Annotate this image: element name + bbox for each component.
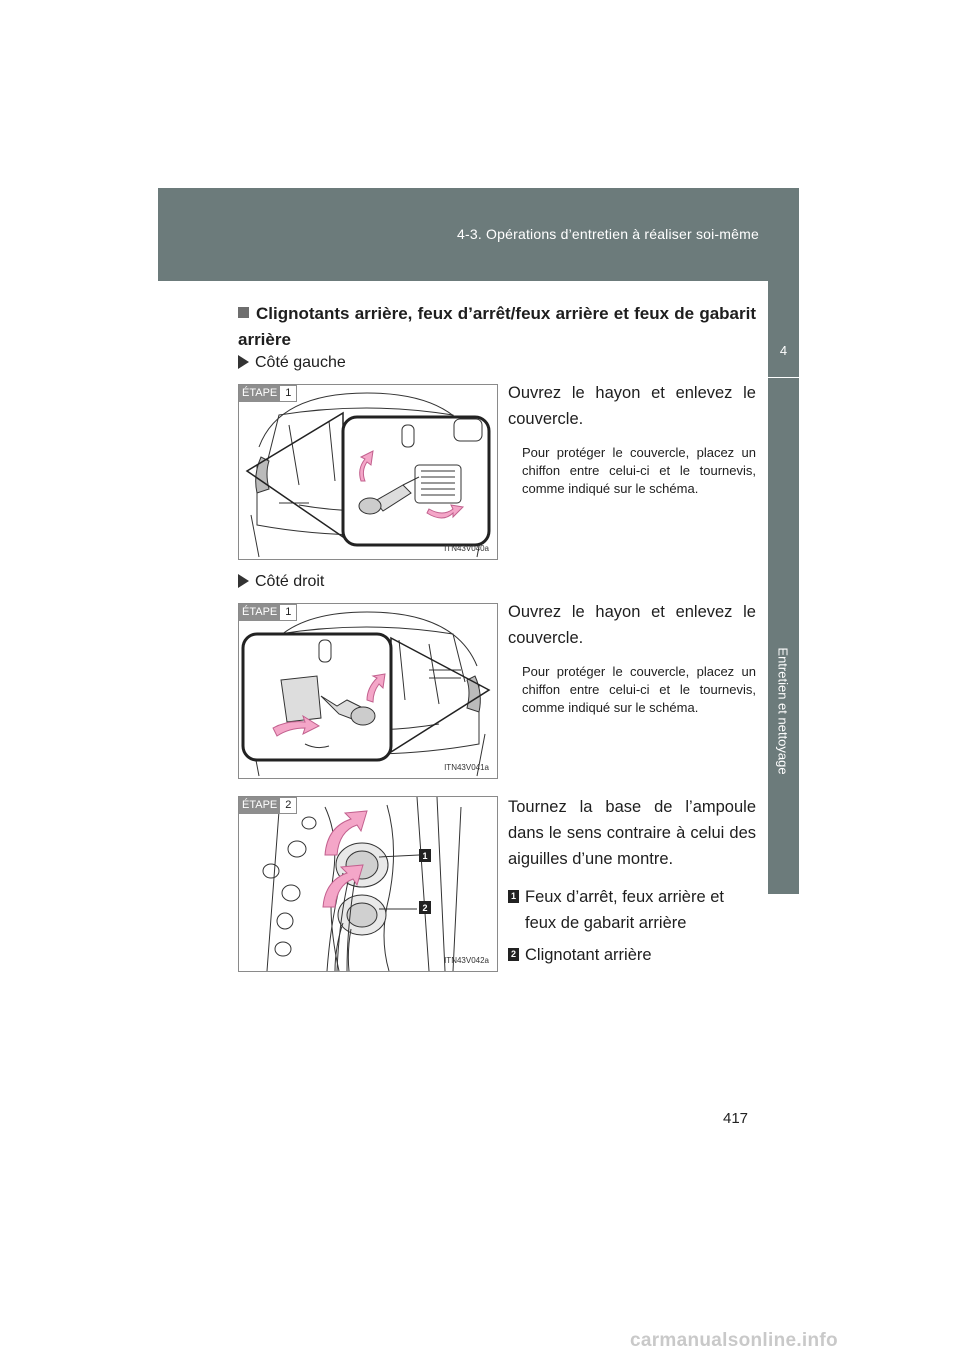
figure-code: ITN43V040a xyxy=(444,544,489,553)
step2-text xyxy=(508,794,756,968)
triangle-bullet-icon xyxy=(238,355,249,369)
step-label: ÉTAPE xyxy=(239,797,280,814)
step-number: 1 xyxy=(280,604,297,621)
section-heading xyxy=(238,301,756,353)
instruction-text: Ouvrez le hayon et enlevez le couvercle. xyxy=(508,603,756,647)
subheading-left-side xyxy=(238,353,346,373)
number-badge: 2 xyxy=(508,948,519,961)
list-item-label: Clignotant arrière xyxy=(525,946,652,964)
right-side-text xyxy=(508,599,756,717)
figure-code: ITN43V041a xyxy=(444,763,489,772)
step-badge xyxy=(239,797,297,814)
page-number: 417 xyxy=(723,1110,749,1127)
step-badge xyxy=(239,385,297,402)
chapter-label: Entretien et nettoyage xyxy=(775,647,791,775)
header-band xyxy=(158,188,799,281)
instruction-text: Ouvrez le hayon et enlevez le couvercle. xyxy=(508,384,756,428)
step-number: 1 xyxy=(280,385,297,402)
step-label: ÉTAPE xyxy=(239,604,280,621)
figure-bulb-sockets xyxy=(238,796,498,972)
note-text: Pour protéger le couvercle, placez un chiffon entre celui-ci et le tournevis, comme indiqué sur le schéma. xyxy=(522,445,756,496)
step-badge xyxy=(239,604,297,621)
right-trunk-illustration xyxy=(239,604,497,778)
subheading-right-text: Côté droit xyxy=(255,573,325,590)
chapter-number: 4 xyxy=(779,343,788,358)
left-side-text xyxy=(508,380,756,498)
figure-code: ITN43V042a xyxy=(444,956,489,965)
instruction-text: Tournez la base de l’ampoule dans le sens contraire à celui des aiguilles d’une montre. xyxy=(508,798,756,868)
list-item-label: Feux d’arrêt, feux arrière et feux de gabarit arrière xyxy=(525,888,724,932)
watermark: carmanualsonline.info xyxy=(630,1330,838,1351)
callout-2: 2 xyxy=(422,903,428,913)
subheading-right-side xyxy=(238,572,324,592)
callout-1: 1 xyxy=(422,851,428,861)
square-bullet-icon xyxy=(238,307,249,318)
triangle-bullet-icon xyxy=(238,574,249,588)
step-label: ÉTAPE xyxy=(239,385,280,402)
list-item xyxy=(508,884,756,936)
chapter-tab-divider xyxy=(768,377,799,378)
bulb-sockets-illustration xyxy=(239,797,497,971)
subheading-left-text: Côté gauche xyxy=(255,354,346,371)
left-trunk-illustration xyxy=(239,385,497,559)
figure-right-trunk xyxy=(238,603,498,779)
section-title: 4-3. Opérations d’entretien à réaliser soi-même xyxy=(457,226,759,242)
note-text: Pour protéger le couvercle, placez un chiffon entre celui-ci et le tournevis, comme indiqué sur le schéma. xyxy=(522,664,756,715)
list-item xyxy=(508,942,756,968)
chapter-tab xyxy=(768,281,799,894)
section-heading-text: Clignotants arrière, feux d’arrêt/feux arrière et feux de gabarit arrière xyxy=(238,304,756,349)
step-number: 2 xyxy=(280,797,297,814)
number-badge: 1 xyxy=(508,890,519,903)
figure-left-trunk xyxy=(238,384,498,560)
